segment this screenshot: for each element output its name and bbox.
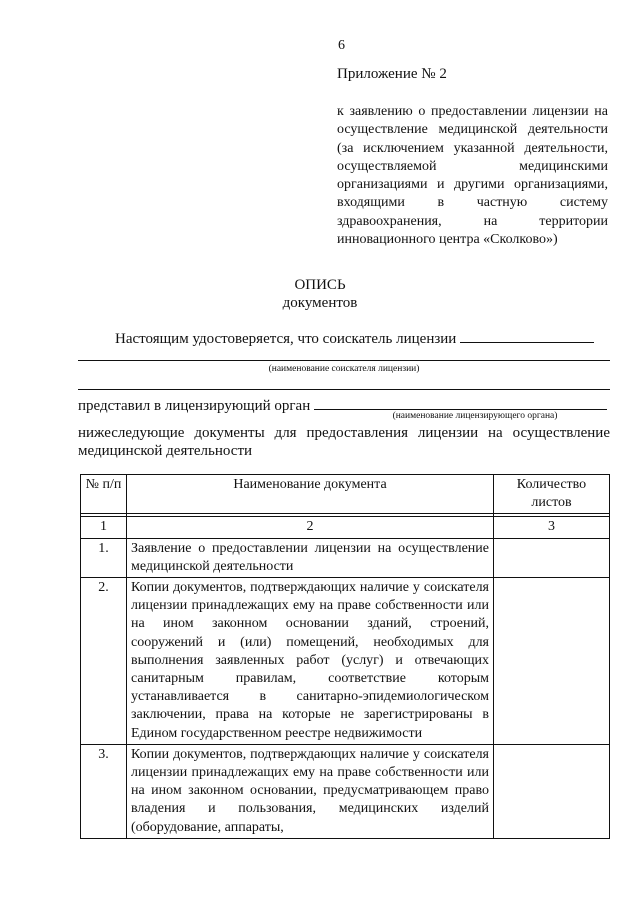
applicant-line-2[interactable] bbox=[78, 389, 610, 390]
table-header-row bbox=[81, 475, 610, 514]
column-number: 3 bbox=[494, 517, 610, 538]
header-name: Наименование документа bbox=[127, 475, 494, 514]
appendix-description bbox=[337, 103, 608, 249]
column-number: 2 bbox=[127, 517, 494, 538]
title-line-2: документов bbox=[282, 295, 358, 311]
certify-text: Настоящим удостоверяется, что соискатель лицензии bbox=[115, 331, 457, 347]
header-num: № п/п bbox=[81, 475, 127, 514]
row-name: Заявление о предоставлении лицензии на осуществление медицинской деятельности bbox=[127, 538, 494, 577]
caption-authority: (наименование лицензирующего органа) bbox=[392, 411, 558, 421]
appendix-text: к заявлению о предоставлении лицензии на осуществление медицинской деятельности (за исключением указанной деятельности, осуществляемой медицинскими организациями и другими организациями, входящими в частную систему здравоохранения, на территории инновационного центра «Сколково») bbox=[337, 104, 608, 248]
page-number: 6 bbox=[338, 38, 345, 53]
row-name: Копии документов, подтверждающих наличие у соискателя лицензии принадлежащих ему на праве собственности или на ином законном основании, предусматривающем право владения и пользования, медицинских изделий (оборудование, аппараты, bbox=[127, 744, 494, 838]
column-number: 1 bbox=[81, 517, 127, 538]
table-row bbox=[81, 538, 610, 577]
appendix-title: Приложение № 2 bbox=[337, 66, 447, 82]
authority-field[interactable] bbox=[314, 395, 607, 410]
applicant-field[interactable] bbox=[460, 328, 594, 343]
applicant-line[interactable] bbox=[78, 360, 610, 361]
row-num: 3. bbox=[81, 744, 127, 838]
documents-table bbox=[80, 474, 610, 839]
column-number-row bbox=[81, 517, 610, 538]
certify-line bbox=[115, 328, 594, 348]
row-count[interactable] bbox=[494, 578, 610, 745]
submitted-text: представил в лицензирующий орган bbox=[78, 398, 311, 414]
header-count: Количество листов bbox=[494, 475, 610, 514]
row-num: 2. bbox=[81, 578, 127, 745]
row-count[interactable] bbox=[494, 538, 610, 577]
row-count[interactable] bbox=[494, 744, 610, 838]
table-row bbox=[81, 578, 610, 745]
caption-applicant: (наименование соискателя лицензии) bbox=[268, 364, 420, 374]
row-num: 1. bbox=[81, 538, 127, 577]
row-name: Копии документов, подтверждающих наличие у соискателя лицензии принадлежащих ему на праве собственности или на ином законном основании зданий, строений, сооружений и (или) помещений, необходимых для выполнения заявленных работ (услуг) и отвечающих санитарным правилам, соответствие которым устанавливается в санитарно-эпидемиологическом заключении, права на которые не зарегистрированы в Едином государственном реестре недвижимости bbox=[127, 578, 494, 745]
title-line-1: ОПИСЬ bbox=[294, 277, 346, 293]
table-row bbox=[81, 744, 610, 838]
document-title bbox=[0, 276, 640, 312]
purpose-text: нижеследующие документы для предоставления лицензии на осуществление медицинской деятельности bbox=[78, 425, 610, 459]
